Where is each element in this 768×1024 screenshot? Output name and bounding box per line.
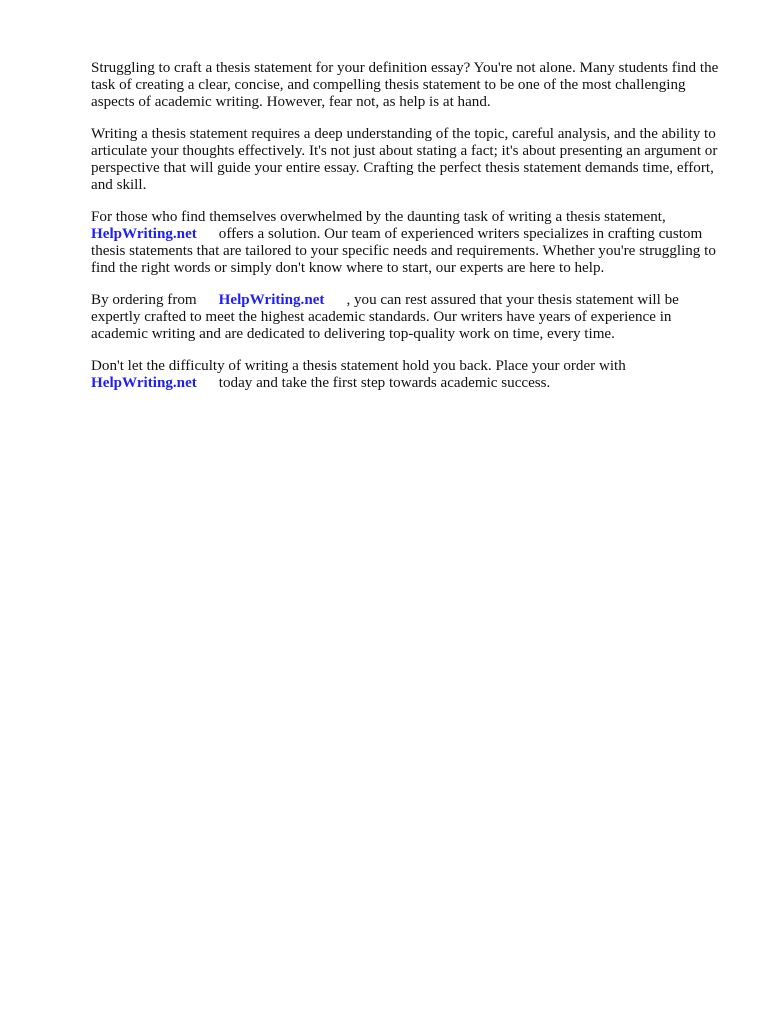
paragraph-ordering-tail: , you can rest assured that your thesis statement will be expertly crafted to meet the highest academic standards. Our writers have years of experience in academic writing and are dedicated to delivering top-quality work on time, every time. bbox=[91, 292, 679, 342]
paragraph-thesis-requirements-text: Writing a thesis statement requires a deep understanding of the topic, careful analysis, and the ability to articulate your thoughts effectively. It's not just about stating a fact; it's about presenting an argument or perspective that will guide your entire essay. Crafting the perfect thesis statement demands time, effort, and skill. bbox=[91, 126, 718, 193]
helpwriting-link-1[interactable]: HelpWriting.net bbox=[91, 226, 197, 242]
helpwriting-link-2[interactable]: HelpWriting.net bbox=[218, 292, 325, 308]
paragraph-call-to-action bbox=[91, 358, 721, 392]
paragraph-intro-text: Struggling to craft a thesis statement for your definition essay? You're not alone. Many students find the task of creating a clear, concise, and compelling thesis statement to be one of the most challenging aspects of academic writing. However, fear not, as help is at hand. bbox=[91, 60, 719, 110]
paragraph-solution bbox=[91, 209, 721, 277]
paragraph-call-to-action-lead: Don't let the difficulty of writing a thesis statement hold you back. Place your order with bbox=[91, 358, 626, 374]
helpwriting-link-3[interactable]: HelpWriting.net bbox=[91, 375, 197, 391]
paragraph-solution-lead: For those who find themselves overwhelmed by the daunting task of writing a thesis statement, bbox=[91, 209, 666, 225]
paragraph-call-to-action-tail: today and take the first step towards academic success. bbox=[218, 375, 551, 391]
document-page bbox=[91, 60, 721, 407]
paragraph-thesis-requirements bbox=[91, 126, 721, 194]
paragraph-intro bbox=[91, 60, 721, 111]
paragraph-ordering bbox=[91, 292, 721, 343]
paragraph-ordering-lead: By ordering from bbox=[91, 292, 197, 308]
paragraph-solution-tail: offers a solution. Our team of experienced writers specializes in crafting custom thesis statements that are tailored to your specific needs and requirements. Whether you're struggling to find the right words or simply don't know where to start, our experts are here to help. bbox=[91, 226, 716, 276]
